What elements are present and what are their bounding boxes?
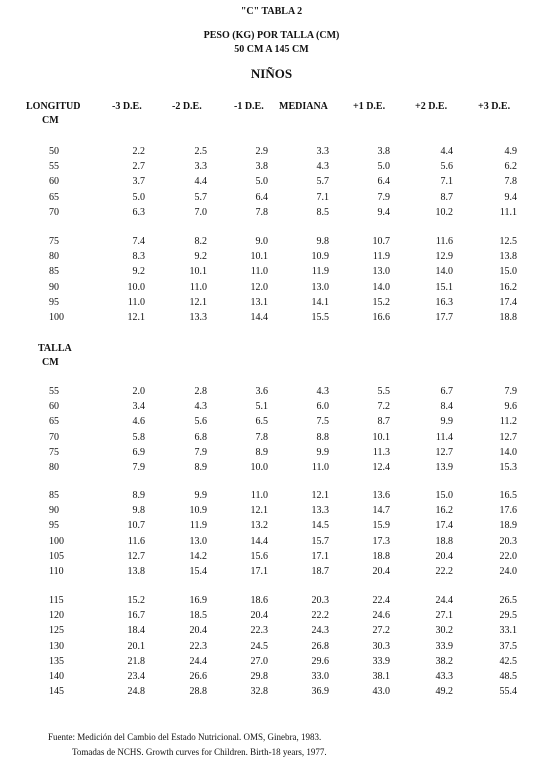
table-cell: 16.7: [127, 610, 145, 622]
table-cell: 4.9: [504, 146, 517, 157]
table-cell: 22.0: [499, 550, 517, 562]
table-cell: 29.6: [311, 655, 329, 667]
table-cell: 2.9: [255, 146, 268, 157]
row-label: 120: [49, 610, 64, 622]
table-cell: 12.5: [499, 236, 517, 247]
table-cell: 12.1: [189, 296, 207, 308]
row-label: 95: [49, 296, 59, 308]
table-cell: 9.9: [316, 446, 329, 458]
table-cell: 5.7: [316, 176, 329, 188]
header-minus2: -2 D.E.: [172, 101, 202, 112]
table-cell: 8.9: [255, 446, 268, 458]
table-cell: 13.0: [311, 281, 329, 293]
table-cell: 8.9: [194, 462, 207, 473]
row-label: 100: [49, 535, 64, 547]
table-cell: 2.2: [132, 146, 145, 157]
table-title: "C" TABLA 2: [240, 6, 303, 17]
table-cell: 20.1: [127, 640, 145, 652]
table-cell: 5.5: [377, 386, 390, 397]
table-cell: 9.2: [194, 251, 207, 263]
table-cell: 9.9: [440, 416, 453, 428]
table-cell: 20.3: [499, 535, 517, 547]
table-cell: 15.4: [189, 566, 207, 577]
row-label: 145: [49, 686, 64, 698]
table-cell: 3.8: [255, 161, 268, 173]
table-cell: 14.4: [250, 312, 268, 323]
table-cell: 22.3: [250, 625, 268, 637]
table-cell: 7.1: [316, 191, 329, 203]
table-cell: 10.1: [372, 431, 390, 443]
table-cell: 33.9: [435, 640, 453, 652]
table-cell: 2.5: [194, 146, 207, 157]
table-cell: 4.6: [132, 416, 145, 428]
table-cell: 6.3: [132, 206, 145, 218]
table-cell: 49.2: [435, 686, 453, 698]
table-cell: 43.3: [435, 671, 453, 682]
table-cell: 17.3: [372, 535, 390, 547]
table-cell: 9.4: [504, 191, 517, 203]
table-cell: 14.0: [499, 446, 517, 458]
table-cell: 7.0: [194, 206, 207, 218]
header-plus1: +1 D.E.: [353, 101, 386, 112]
row-label: 55: [49, 161, 59, 173]
table-cell: 16.2: [435, 505, 453, 517]
row-label: 70: [49, 431, 59, 443]
row-label: 135: [49, 655, 64, 667]
table-cell: 9.6: [504, 401, 517, 413]
table-cell: 13.9: [435, 462, 453, 473]
row-label: 90: [49, 281, 59, 293]
table-cell: 14.0: [435, 266, 453, 278]
header-minus1: -1 D.E.: [234, 101, 264, 112]
table-cell: 10.1: [250, 251, 268, 263]
table-cell: 14.0: [372, 281, 390, 293]
table-cell: 7.9: [377, 191, 390, 203]
header-plus2: +2 D.E.: [415, 101, 448, 112]
table-cell: 7.9: [504, 386, 517, 397]
table-cell: 21.8: [127, 655, 145, 667]
table-cell: 9.9: [194, 490, 207, 501]
table-cell: 4.3: [194, 401, 207, 413]
table-cell: 55.4: [499, 686, 517, 698]
table-cell: 8.8: [316, 431, 329, 443]
table-cell: 27.1: [435, 610, 453, 622]
table-cell: 13.8: [127, 566, 145, 577]
table-cell: 13.8: [499, 251, 517, 263]
table-cell: 23.4: [127, 671, 145, 682]
table-cell: 22.2: [311, 610, 329, 622]
table-cell: 6.9: [132, 446, 145, 458]
table-cell: 7.8: [504, 176, 517, 188]
table-cell: 43.0: [372, 686, 390, 698]
table-cell: 27.0: [250, 655, 268, 667]
table-cell: 17.1: [250, 566, 268, 577]
table-cell: 11.0: [250, 266, 268, 278]
table-cell: 7.9: [194, 446, 207, 458]
table-cell: 10.0: [250, 462, 268, 473]
table-cell: 16.3: [435, 296, 453, 308]
table-subtitle-weight-height: PESO (KG) POR TALLA (CM): [203, 30, 340, 41]
table-cell: 8.9: [132, 490, 145, 501]
table-cell: 15.6: [250, 550, 268, 562]
table-cell: 11.0: [127, 296, 145, 308]
table-cell: 14.7: [372, 505, 390, 517]
table-cell: 10.7: [372, 236, 390, 247]
table-cell: 14.2: [189, 550, 207, 562]
header-longitud-unit: CM: [42, 115, 59, 126]
row-label: 60: [49, 176, 59, 188]
row-label: 80: [49, 251, 59, 263]
row-label: 55: [49, 386, 59, 397]
row-label: 115: [49, 595, 64, 606]
table-cell: 12.1: [127, 312, 145, 323]
table-cell: 24.4: [435, 595, 453, 606]
header-plus3: +3 D.E.: [478, 101, 511, 112]
table-cell: 6.4: [377, 176, 390, 188]
table-cell: 28.8: [189, 686, 207, 698]
table-cell: 18.8: [499, 312, 517, 323]
table-cell: 22.4: [372, 595, 390, 606]
table-cell: 38.2: [435, 655, 453, 667]
row-label: 80: [49, 462, 59, 473]
row-label: 90: [49, 505, 59, 517]
table-cell: 10.0: [127, 281, 145, 293]
table-cell: 18.6: [250, 595, 268, 606]
table-cell: 11.1: [499, 206, 517, 218]
table-cell: 8.7: [440, 191, 453, 203]
table-cell: 8.3: [132, 251, 145, 263]
table-cell: 4.4: [194, 176, 207, 188]
row-label: 70: [49, 206, 59, 218]
table-cell: 15.0: [435, 490, 453, 501]
table-cell: 8.7: [377, 416, 390, 428]
header-minus3: -3 D.E.: [112, 101, 142, 112]
table-cell: 8.4: [440, 401, 453, 413]
row-label: 75: [49, 236, 59, 247]
table-cell: 18.8: [372, 550, 390, 562]
table-cell: 14.5: [311, 520, 329, 532]
row-label: 105: [49, 550, 64, 562]
table-cell: 15.9: [372, 520, 390, 532]
table-cell: 15.0: [499, 266, 517, 278]
table-cell: 12.7: [499, 431, 517, 443]
table-cell: 32.8: [250, 686, 268, 698]
footnote-source: Fuente: Medición del Cambio del Estado Nutricional. OMS, Ginebra, 1983.: [48, 732, 322, 742]
table-cell: 18.5: [189, 610, 207, 622]
table-cell: 24.3: [311, 625, 329, 637]
table-cell: 9.8: [132, 505, 145, 517]
table-cell: 11.0: [311, 462, 329, 473]
group-title: NIÑOS: [250, 66, 293, 81]
table-cell: 37.5: [499, 640, 517, 652]
table-cell: 24.6: [372, 610, 390, 622]
table-cell: 5.6: [440, 161, 453, 173]
table-cell: 2.0: [132, 386, 145, 397]
table-cell: 33.1: [499, 625, 517, 637]
table-subtitle-range: 50 CM A 145 CM: [234, 44, 309, 55]
table-cell: 11.2: [499, 416, 517, 428]
table-cell: 12.4: [372, 462, 390, 473]
table-cell: 33.0: [311, 671, 329, 682]
row-label: 65: [49, 191, 59, 203]
table-cell: 3.3: [194, 161, 207, 173]
table-cell: 24.8: [127, 686, 145, 698]
table-cell: 5.1: [255, 401, 268, 413]
row-label: 140: [49, 671, 64, 682]
table-cell: 18.7: [311, 566, 329, 577]
table-cell: 5.8: [132, 431, 145, 443]
table-cell: 5.7: [194, 191, 207, 203]
table-cell: 20.4: [189, 625, 207, 637]
table-cell: 7.8: [255, 206, 268, 218]
table-cell: 24.5: [250, 640, 268, 652]
table-cell: 11.6: [435, 236, 453, 247]
table-cell: 15.1: [435, 281, 453, 293]
table-cell: 24.4: [189, 655, 207, 667]
table-cell: 48.5: [499, 671, 517, 682]
table-cell: 9.0: [255, 236, 268, 247]
table-cell: 5.6: [194, 416, 207, 428]
table-cell: 17.4: [499, 296, 517, 308]
table-cell: 9.4: [377, 206, 390, 218]
row-label: 85: [49, 490, 59, 501]
table-cell: 20.4: [250, 610, 268, 622]
table-cell: 13.1: [250, 296, 268, 308]
table-cell: 7.4: [132, 236, 145, 247]
table-cell: 10.7: [127, 520, 145, 532]
row-label: 100: [49, 312, 64, 323]
table-cell: 15.7: [311, 535, 329, 547]
row-label: 65: [49, 416, 59, 428]
table-cell: 7.9: [132, 462, 145, 473]
table-cell: 5.0: [255, 176, 268, 188]
table-cell: 11.4: [435, 431, 453, 443]
table-cell: 38.1: [372, 671, 390, 682]
header-talla-unit: CM: [42, 357, 59, 368]
table-cell: 16.5: [499, 490, 517, 501]
table-cell: 4.3: [316, 161, 329, 173]
table-cell: 17.6: [499, 505, 517, 517]
table-cell: 18.8: [435, 535, 453, 547]
table-cell: 10.9: [189, 505, 207, 517]
table-cell: 18.9: [499, 520, 517, 532]
row-label: 95: [49, 520, 59, 532]
table-cell: 12.0: [250, 281, 268, 293]
table-cell: 6.8: [194, 431, 207, 443]
table-cell: 11.9: [372, 251, 390, 263]
table-cell: 36.9: [311, 686, 329, 698]
table-cell: 10.9: [311, 251, 329, 263]
row-label: 60: [49, 401, 59, 413]
table-cell: 30.2: [435, 625, 453, 637]
table-cell: 7.8: [255, 431, 268, 443]
table-cell: 18.4: [127, 625, 145, 637]
table-cell: 13.3: [189, 312, 207, 323]
header-mediana: MEDIANA: [279, 101, 328, 112]
table-cell: 20.4: [372, 566, 390, 577]
footnote-nchs: Tomadas de NCHS. Growth curves for Children. Birth-18 years, 1977.: [72, 747, 327, 757]
table-cell: 11.0: [189, 281, 207, 293]
table-cell: 27.2: [372, 625, 390, 637]
table-cell: 12.7: [127, 550, 145, 562]
table-cell: 17.4: [435, 520, 453, 532]
table-cell: 11.0: [250, 490, 268, 501]
table-cell: 11.3: [372, 446, 390, 458]
table-cell: 8.2: [194, 236, 207, 247]
table-cell: 6.4: [255, 191, 268, 203]
table-cell: 11.9: [311, 266, 329, 278]
table-cell: 10.2: [435, 206, 453, 218]
row-label: 85: [49, 266, 59, 278]
table-cell: 2.7: [132, 161, 145, 173]
table-cell: 26.6: [189, 671, 207, 682]
table-cell: 15.2: [127, 595, 145, 606]
table-cell: 13.0: [372, 266, 390, 278]
table-cell: 3.3: [316, 146, 329, 157]
table-cell: 26.5: [499, 595, 517, 606]
table-cell: 15.2: [372, 296, 390, 308]
table-cell: 7.2: [377, 401, 390, 413]
table-cell: 17.7: [435, 312, 453, 323]
table-cell: 13.0: [189, 535, 207, 547]
table-cell: 22.2: [435, 566, 453, 577]
table-cell: 12.1: [311, 490, 329, 501]
table-cell: 3.4: [132, 401, 145, 413]
table-cell: 30.3: [372, 640, 390, 652]
table-cell: 4.4: [440, 146, 453, 157]
table-cell: 7.1: [440, 176, 453, 188]
table-cell: 12.1: [250, 505, 268, 517]
table-cell: 8.5: [316, 206, 329, 218]
row-label: 75: [49, 446, 59, 458]
table-cell: 9.2: [132, 266, 145, 278]
table-cell: 12.7: [435, 446, 453, 458]
table-cell: 4.3: [316, 386, 329, 397]
table-cell: 22.3: [189, 640, 207, 652]
header-talla: TALLA: [38, 343, 72, 354]
table-cell: 26.8: [311, 640, 329, 652]
table-cell: 9.8: [316, 236, 329, 247]
table-cell: 16.6: [372, 312, 390, 323]
table-cell: 14.4: [250, 535, 268, 547]
table-cell: 2.8: [194, 386, 207, 397]
table-cell: 16.2: [499, 281, 517, 293]
table-cell: 42.5: [499, 655, 517, 667]
table-cell: 13.6: [372, 490, 390, 501]
table-cell: 6.7: [440, 386, 453, 397]
table-cell: 17.1: [311, 550, 329, 562]
table-cell: 15.5: [311, 312, 329, 323]
table-cell: 6.5: [255, 416, 268, 428]
table-cell: 33.9: [372, 655, 390, 667]
table-cell: 13.2: [250, 520, 268, 532]
header-longitud: LONGITUD: [26, 101, 81, 112]
table-cell: 5.0: [377, 161, 390, 173]
table-cell: 29.5: [499, 610, 517, 622]
table-cell: 3.6: [255, 386, 268, 397]
table-cell: 11.6: [127, 535, 145, 547]
table-cell: 12.9: [435, 251, 453, 263]
table-cell: 5.0: [132, 191, 145, 203]
row-label: 110: [49, 566, 64, 577]
table-cell: 7.5: [316, 416, 329, 428]
table-cell: 15.3: [499, 462, 517, 473]
table-cell: 20.4: [435, 550, 453, 562]
table-cell: 29.8: [250, 671, 268, 682]
table-cell: 14.1: [311, 296, 329, 308]
table-cell: 11.9: [189, 520, 207, 532]
table-cell: 13.3: [311, 505, 329, 517]
row-label: 130: [49, 640, 64, 652]
table-cell: 16.9: [189, 595, 207, 606]
table-cell: 6.0: [316, 401, 329, 413]
table-cell: 6.2: [504, 161, 517, 173]
row-label: 125: [49, 625, 64, 637]
table-cell: 20.3: [311, 595, 329, 606]
table-cell: 3.8: [377, 146, 390, 157]
table-cell: 24.0: [499, 566, 517, 577]
row-label: 50: [49, 146, 59, 157]
table-cell: 10.1: [189, 266, 207, 278]
table-cell: 3.7: [132, 176, 145, 188]
